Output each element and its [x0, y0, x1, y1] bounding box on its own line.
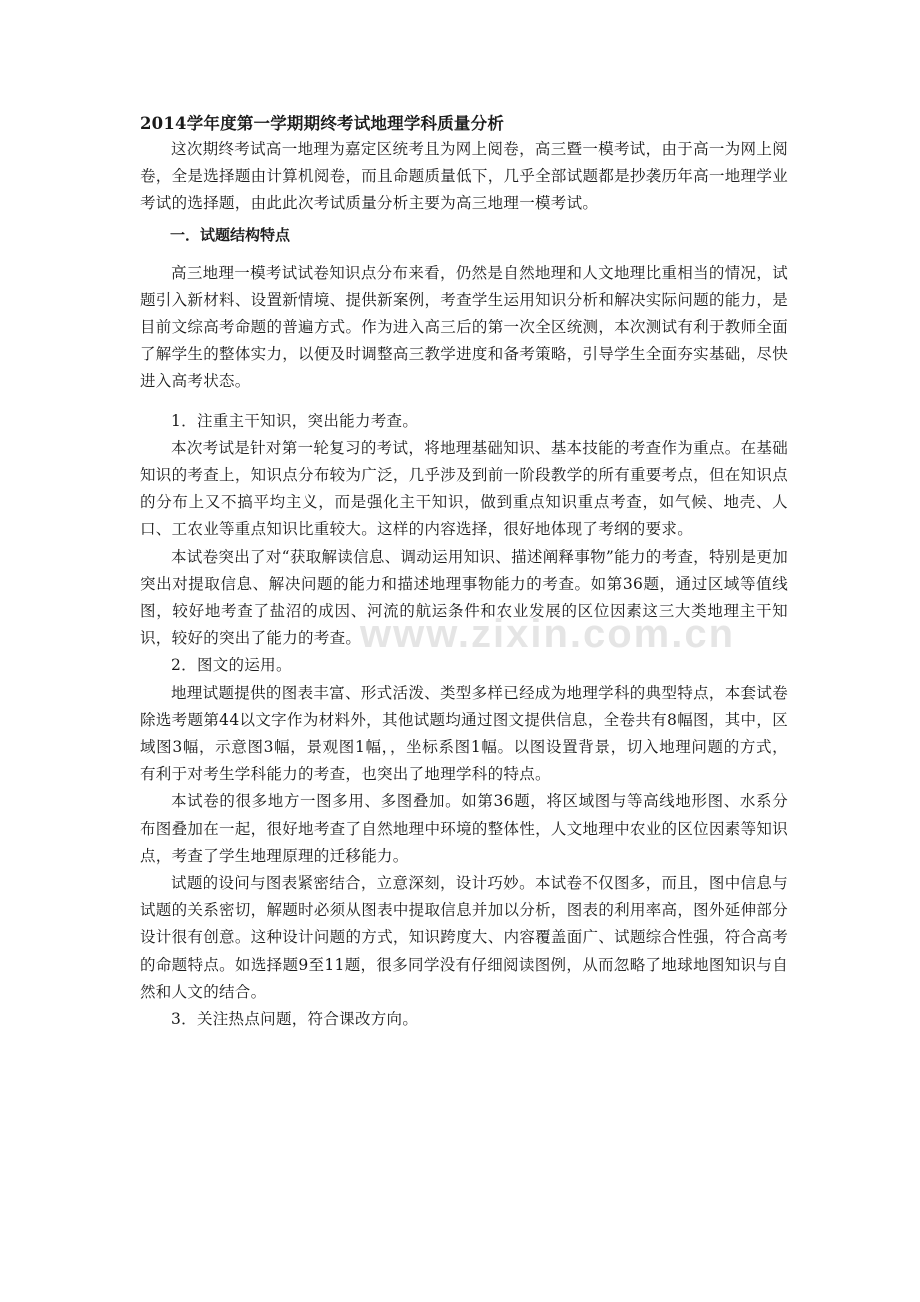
- subsection1-paragraph-2: 本试卷突出了对“获取解读信息、调动运用知识、描述阐释事物”能力的考查，特别是更加突出对提取信息、解决问题的能力和描述地理事物能力的考查。如第36题，通过区域等值线图，较好地考查了盐沼的成因、河流的航运条件和农业发展的区位因素这三大类地理主干知识，较好的突出了能力的考查。: [140, 547, 788, 648]
- document-title: 2014学年度第一学期期终考试地理学科质量分析: [140, 114, 505, 133]
- watermark: www.zixin.com.cn: [360, 612, 736, 656]
- intro-paragraph: 这次期终考试高一地理为嘉定区统考且为网上阅卷，高三暨一模考试，由于高一为网上阅卷，全是选择题由计算机阅卷，而且命题质量低下，几乎全部试题都是抄袭历年高一地理学业考试的选择题，由此此次考试质量分析主要为高三地理一模考试。: [140, 140, 788, 213]
- subsection1-paragraph-1: 本次考试是针对第一轮复习的考试，将地理基础知识、基本技能的考查作为重点。在基础知识的考查上，知识点分布较为广泛，几乎涉及到前一阶段教学的所有重要考点，但在知识点的分布上又不搞平均主义，而是强化主干知识，做到重点知识重点考查，如气候、地壳、人口、工农业等重点知识比重较大。这样的内容选择，很好地体现了考纲的要求。: [140, 438, 788, 539]
- subsection2-paragraph-1: 地理试题提供的图表丰富、形式活泼、类型多样已经成为地理学科的典型特点，本套试卷除选考题第44以文字作为材料外，其他试题均通过图文提供信息，全卷共有8幅图，其中，区域图3幅，示意图3幅，景观图1幅，，坐标系图1幅。以图设置背景，切入地理问题的方式，有利于对考生学科能力的考查，也突出了地理学科的特点。: [140, 683, 788, 784]
- subsection2-paragraph-2: 本试卷的很多地方一图多用、多图叠加。如第36题，将区域图与等高线地形图、水系分布图叠加在一起，很好地考查了自然地理中环境的整体性，人文地理中农业的区位因素等知识点，考查了学生地理原理的迁移能力。: [140, 792, 788, 865]
- spacer: [140, 248, 788, 260]
- spacer: [140, 396, 788, 408]
- subsection2-paragraph-3: 试题的设问与图表紧密结合，立意深刻，设计巧妙。本试卷不仅图多，而且，图中信息与试题的关系密切，解题时必须从图表中提取信息并加以分析，图表的利用率高，图外延伸部分设计很有创意。这种设计问题的方式，知识跨度大、内容覆盖面广、试题综合性强，符合高考的命题特点。如选择题9至11题，很多同学没有仔细阅读图例，从而忽略了地球地图知识与自然和人文的结合。: [140, 874, 788, 1001]
- document-page: [140, 112, 788, 1033]
- section1-paragraph: 高三地理一模考试试卷知识点分布来看，仍然是自然地理和人文地理比重相当的情况，试题引入新材料、设置新情境、提供新案例，考查学生运用知识分析和解决实际问题的能力，是目前文综高考命题的普遍方式。作为进入高三后的第一次全区统测，本次测试有利于教师全面了解学生的整体实力，以便及时调整高三教学进度和备考策略，引导学生全面夯实基础，尽快进入高考状态。: [140, 263, 788, 391]
- subsection-heading-2: 2．图文的运用。: [171, 656, 292, 675]
- subsection-heading-1: 1．注重主干知识，突出能力考查。: [171, 411, 419, 430]
- subsection-heading-3: 3．关注热点问题，符合课改方向。: [171, 1010, 419, 1029]
- section-heading-structure: 一．试题结构特点: [170, 225, 291, 244]
